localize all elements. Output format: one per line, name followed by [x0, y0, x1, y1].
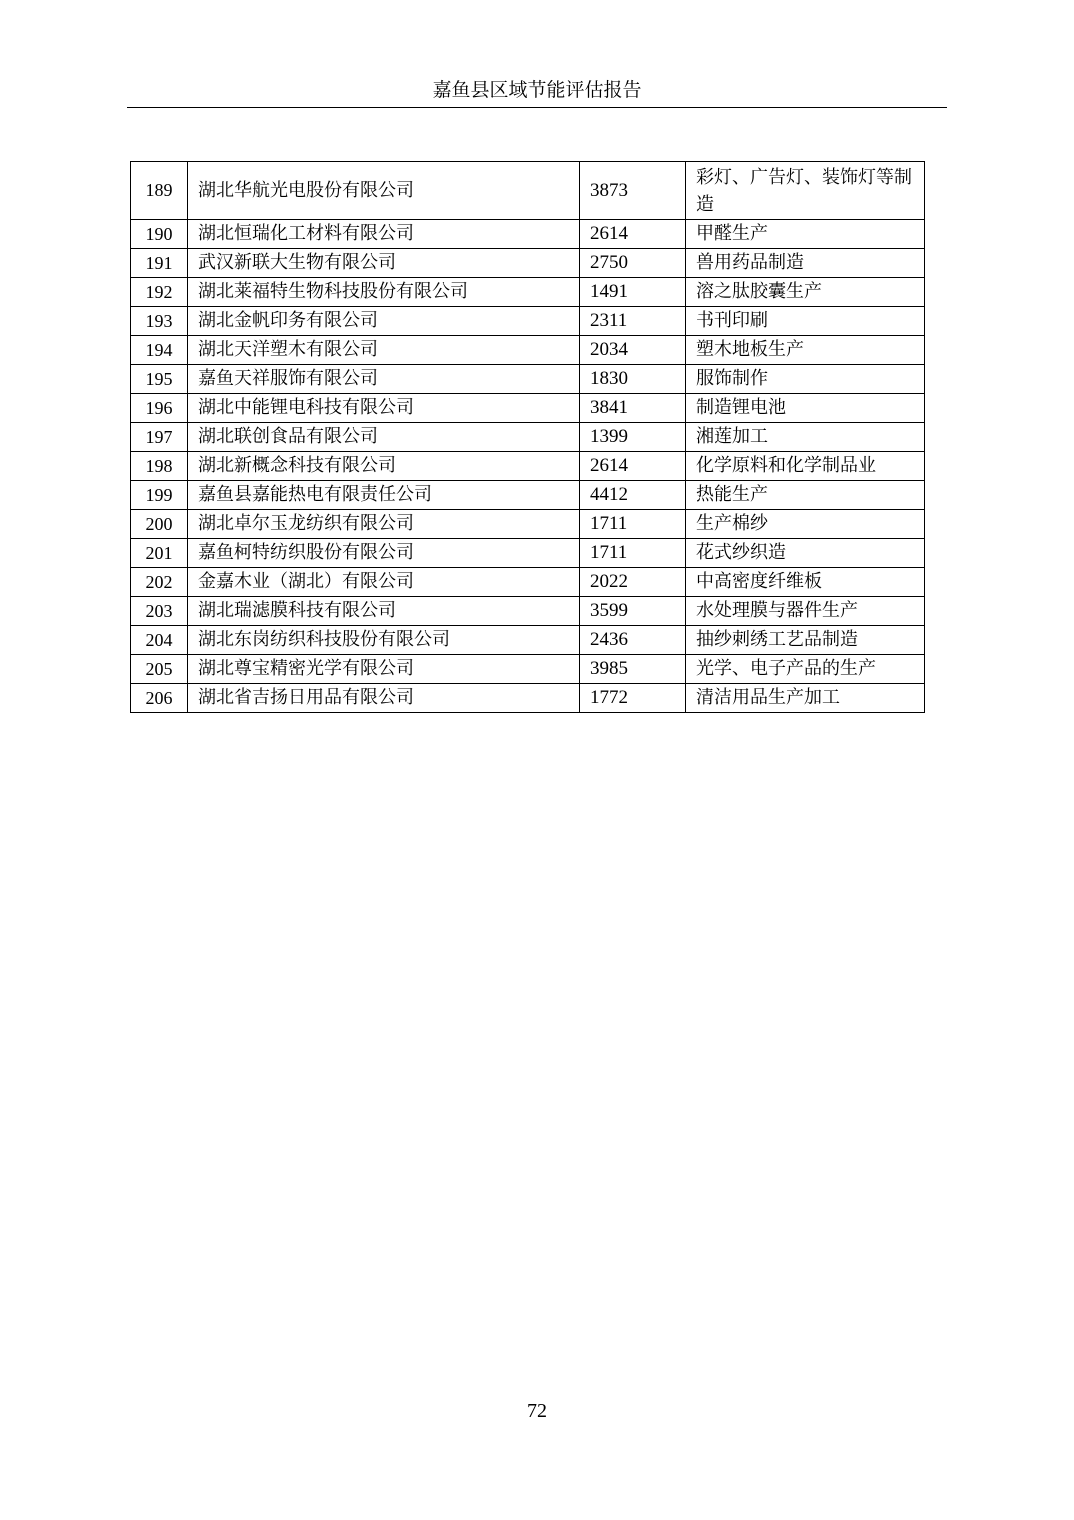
- page-header-title: 嘉鱼县区域节能评估报告: [127, 76, 947, 108]
- energy-consumption: 3873: [580, 162, 686, 220]
- company-name: 金嘉木业（湖北）有限公司: [188, 568, 580, 597]
- company-name: 湖北卓尔玉龙纺织有限公司: [188, 510, 580, 539]
- row-number: 203: [131, 597, 188, 626]
- row-number: 193: [131, 307, 188, 336]
- table-row: [131, 597, 925, 626]
- company-name: 嘉鱼县嘉能热电有限责任公司: [188, 481, 580, 510]
- main-product: 中高密度纤维板: [686, 568, 925, 597]
- main-product: 甲醛生产: [686, 220, 925, 249]
- row-number: 205: [131, 655, 188, 684]
- main-product: 化学原料和化学制品业: [686, 452, 925, 481]
- main-product: 塑木地板生产: [686, 336, 925, 365]
- table-row: [131, 278, 925, 307]
- company-name: 湖北尊宝精密光学有限公司: [188, 655, 580, 684]
- main-product: 溶之肽胶囊生产: [686, 278, 925, 307]
- company-name: 武汉新联大生物有限公司: [188, 249, 580, 278]
- energy-consumption: 2022: [580, 568, 686, 597]
- company-name: 湖北天洋塑木有限公司: [188, 336, 580, 365]
- row-number: 196: [131, 394, 188, 423]
- row-number: 202: [131, 568, 188, 597]
- table-row: [131, 365, 925, 394]
- main-product: 制造锂电池: [686, 394, 925, 423]
- table-row: [131, 481, 925, 510]
- energy-consumption: 1491: [580, 278, 686, 307]
- row-number: 191: [131, 249, 188, 278]
- table-row: [131, 249, 925, 278]
- table-body: [131, 162, 925, 713]
- company-name: 嘉鱼柯特纺织股份有限公司: [188, 539, 580, 568]
- row-number: 200: [131, 510, 188, 539]
- row-number: 204: [131, 626, 188, 655]
- table-row: [131, 423, 925, 452]
- energy-consumption: 2614: [580, 452, 686, 481]
- table-row: [131, 220, 925, 249]
- energy-consumption: 2750: [580, 249, 686, 278]
- row-number: 199: [131, 481, 188, 510]
- row-number: 192: [131, 278, 188, 307]
- main-product: 彩灯、广告灯、装饰灯等制造: [686, 162, 925, 220]
- energy-consumption: 3985: [580, 655, 686, 684]
- table-row: [131, 626, 925, 655]
- energy-consumption: 3841: [580, 394, 686, 423]
- company-name: 湖北省吉扬日用品有限公司: [188, 684, 580, 713]
- company-name: 湖北恒瑞化工材料有限公司: [188, 220, 580, 249]
- table-row: [131, 452, 925, 481]
- energy-consumption: 1711: [580, 510, 686, 539]
- company-name: 湖北联创食品有限公司: [188, 423, 580, 452]
- row-number: 195: [131, 365, 188, 394]
- company-name: 湖北莱福特生物科技股份有限公司: [188, 278, 580, 307]
- energy-consumption: 4412: [580, 481, 686, 510]
- table-row: [131, 684, 925, 713]
- row-number: 201: [131, 539, 188, 568]
- row-number: 189: [131, 162, 188, 220]
- main-product: 生产棉纱: [686, 510, 925, 539]
- company-name: 嘉鱼天祥服饰有限公司: [188, 365, 580, 394]
- row-number: 190: [131, 220, 188, 249]
- table-row: [131, 655, 925, 684]
- main-product: 兽用药品制造: [686, 249, 925, 278]
- energy-consumption: 2614: [580, 220, 686, 249]
- company-name: 湖北东岗纺织科技股份有限公司: [188, 626, 580, 655]
- main-product: 清洁用品生产加工: [686, 684, 925, 713]
- table-row: [131, 336, 925, 365]
- table-row: [131, 568, 925, 597]
- main-product: 书刊印刷: [686, 307, 925, 336]
- table-row: [131, 307, 925, 336]
- main-product: 服饰制作: [686, 365, 925, 394]
- company-name: 湖北华航光电股份有限公司: [188, 162, 580, 220]
- company-name: 湖北中能锂电科技有限公司: [188, 394, 580, 423]
- energy-consumption: 1830: [580, 365, 686, 394]
- page-number: 72: [527, 1400, 547, 1422]
- company-name: 湖北新概念科技有限公司: [188, 452, 580, 481]
- main-product: 热能生产: [686, 481, 925, 510]
- main-product: 湘莲加工: [686, 423, 925, 452]
- table-row: [131, 394, 925, 423]
- company-name: 湖北瑞滤膜科技有限公司: [188, 597, 580, 626]
- main-product: 花式纱织造: [686, 539, 925, 568]
- table-row: [131, 539, 925, 568]
- energy-consumption: 1711: [580, 539, 686, 568]
- energy-consumption: 2436: [580, 626, 686, 655]
- energy-consumption: 3599: [580, 597, 686, 626]
- row-number: 206: [131, 684, 188, 713]
- main-product: 抽纱刺绣工艺品制造: [686, 626, 925, 655]
- table-row: [131, 510, 925, 539]
- energy-consumption: 1399: [580, 423, 686, 452]
- enterprise-energy-table: [130, 161, 925, 713]
- row-number: 197: [131, 423, 188, 452]
- energy-consumption: 1772: [580, 684, 686, 713]
- row-number: 194: [131, 336, 188, 365]
- row-number: 198: [131, 452, 188, 481]
- company-name: 湖北金帆印务有限公司: [188, 307, 580, 336]
- main-product: 光学、电子产品的生产: [686, 655, 925, 684]
- energy-consumption: 2311: [580, 307, 686, 336]
- main-product: 水处理膜与器件生产: [686, 597, 925, 626]
- energy-consumption: 2034: [580, 336, 686, 365]
- table-row: [131, 162, 925, 220]
